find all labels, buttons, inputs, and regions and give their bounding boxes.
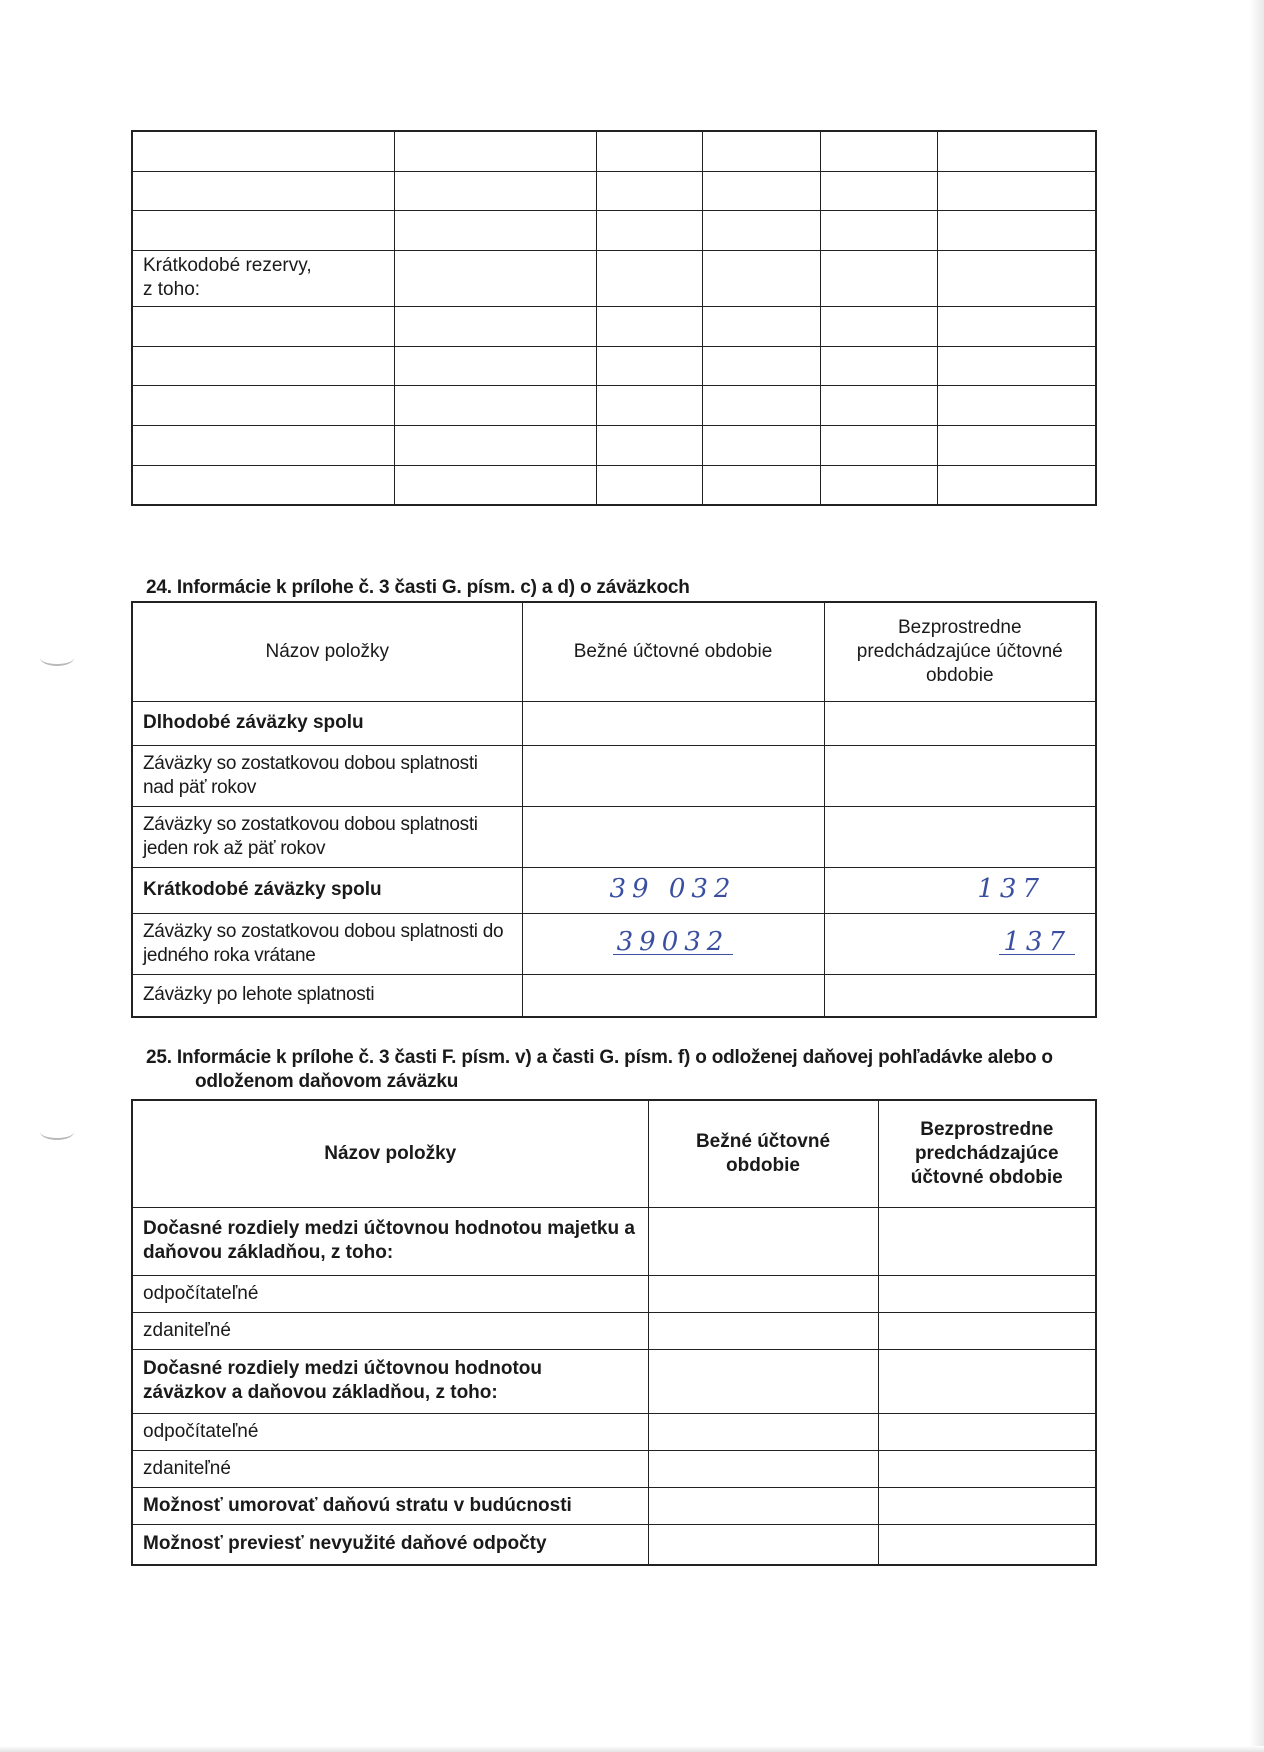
header-current-period: Bežné účtovné obdobie (522, 602, 824, 701)
table-row (132, 1275, 1096, 1312)
previous-value (824, 745, 1096, 806)
header-item: Názov položky (132, 602, 522, 701)
table-row (132, 385, 1096, 425)
row-label: Možnosť previesť nevyužité daňové odpočty (132, 1524, 648, 1565)
row-label: Dočasné rozdiely medzi účtovnou hodnotou majetku a daňovou základňou, z toho: (132, 1207, 648, 1275)
table-row (132, 1487, 1096, 1524)
table-row (132, 974, 1096, 1017)
table-row (132, 131, 1096, 171)
header-item: Názov položky (132, 1100, 648, 1207)
row-label: Záväzky so zostatkovou dobou splatnosti jeden rok až päť rokov (132, 806, 522, 867)
deferred-tax-table (131, 1099, 1097, 1566)
table-row (132, 171, 1096, 210)
table-row (132, 1413, 1096, 1450)
row-label: zdaniteľné (132, 1312, 648, 1349)
header-current-period: Bežné účtovné obdobie (648, 1100, 878, 1207)
table-row (132, 465, 1096, 505)
current-value-handwritten: 39032 (522, 913, 824, 974)
table-row (132, 210, 1096, 250)
row-label: odpočítateľné (132, 1275, 648, 1312)
row-label: odpočítateľné (132, 1413, 648, 1450)
liabilities-table (131, 601, 1097, 1018)
section-24-title: 24. Informácie k prílohe č. 3 časti G. písm. c) a d) o záväzkoch (146, 577, 690, 598)
table-row (132, 1312, 1096, 1349)
table-row (132, 425, 1096, 465)
table-header-row (132, 1100, 1096, 1207)
scan-bottom-edge (0, 1746, 1264, 1752)
table-row (132, 913, 1096, 974)
table-header-row (132, 602, 1096, 701)
punch-hole-mark (40, 650, 74, 666)
header-previous-period: Bezprostredne predchádzajúce účtovné obdobie (878, 1100, 1096, 1207)
table-row (132, 1524, 1096, 1565)
table-row (132, 250, 1096, 306)
current-value (522, 806, 824, 867)
table-row (132, 867, 1096, 913)
section-25-title: 25. Informácie k prílohe č. 3 časti F. písm. v) a časti G. písm. f) o odloženej daňovej pohľadávke alebo o odloženom daňovom záväzku (146, 1047, 1053, 1092)
table-row (132, 1349, 1096, 1413)
scan-edge-shadow (1250, 0, 1264, 1752)
punch-hole-mark (40, 1124, 74, 1140)
previous-value (824, 974, 1096, 1017)
table-row (132, 745, 1096, 806)
row-label: Záväzky po lehote splatnosti (132, 974, 522, 1017)
header-previous-period: Bezprostredne predchádzajúce účtovné obdobie (824, 602, 1096, 701)
table-row (132, 346, 1096, 385)
table-row (132, 306, 1096, 346)
reserve-label: Krátkodobé rezervy, z toho: (132, 250, 394, 306)
table-row (132, 1450, 1096, 1487)
current-value (522, 745, 824, 806)
previous-value-handwritten: 137 (824, 913, 1096, 974)
row-label: Dlhodobé záväzky spolu (132, 701, 522, 745)
row-label: Záväzky so zostatkovou dobou splatnosti nad päť rokov (132, 745, 522, 806)
previous-value-handwritten: 137 (824, 867, 1096, 913)
current-value-handwritten: 39 032 (522, 867, 824, 913)
row-label: zdaniteľné (132, 1450, 648, 1487)
row-label: Možnosť umorovať daňovú stratu v budúcnosti (132, 1487, 648, 1524)
previous-value (824, 806, 1096, 867)
row-label: Záväzky so zostatkovou dobou splatnosti do jedného roka vrátane (132, 913, 522, 974)
table-row (132, 1207, 1096, 1275)
current-value (522, 974, 824, 1017)
table-row (132, 701, 1096, 745)
row-label: Krátkodobé záväzky spolu (132, 867, 522, 913)
current-value (522, 701, 824, 745)
row-label: Dočasné rozdiely medzi účtovnou hodnotou záväzkov a daňovou základňou, z toho: (132, 1349, 648, 1413)
reserves-table (131, 130, 1097, 506)
table-row (132, 806, 1096, 867)
previous-value (824, 701, 1096, 745)
